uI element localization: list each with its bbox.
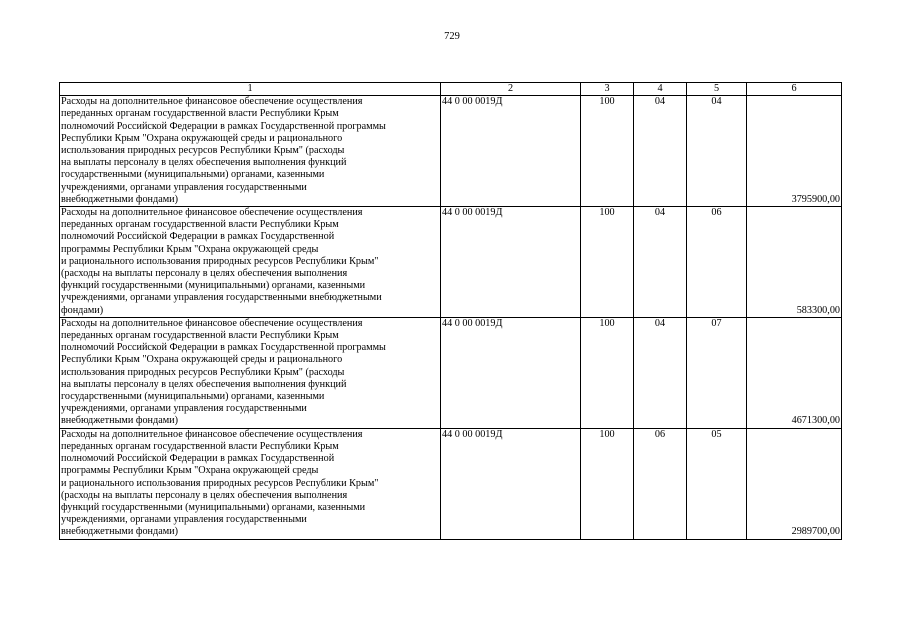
description-line: полномочий Российской Федерации в рамках Государственной	[61, 453, 335, 465]
expense-type-code: 100	[581, 317, 634, 428]
target-article-code: 44 0 00 0019Д	[441, 207, 581, 318]
header-col-6: 6	[747, 83, 842, 96]
description-line: учреждениями, органами управления государственными	[61, 514, 307, 526]
description-line: программы Республики Крым "Охрана окружающей среды	[61, 243, 319, 255]
description-line: и рационального использования природных ресурсов Республики Крым"	[61, 255, 379, 267]
description-line: государственными (муниципальными) органами, казенными	[61, 169, 325, 181]
description-line: переданных органам государственной власти Республики Крым	[61, 108, 339, 120]
description-line: Расходы на дополнительное финансовое обеспечение осуществления	[61, 428, 363, 440]
description-line: и рационального использования природных ресурсов Республики Крым"	[61, 477, 379, 489]
description-line: государственными (муниципальными) органами, казенными	[61, 391, 325, 403]
description-line: (расходы на выплаты персоналу в целях обеспечения выполнения	[61, 268, 348, 280]
expense-type-code: 100	[581, 207, 634, 318]
description-line: на выплаты персоналу в целях обеспечения выполнения функций	[61, 157, 347, 169]
description-line: функций государственными (муниципальными) органами, казенными	[61, 501, 366, 513]
header-col-1: 1	[60, 83, 441, 96]
amount-value: 4671300,00	[747, 317, 842, 428]
header-col-4: 4	[634, 83, 687, 96]
header-col-5: 5	[687, 83, 747, 96]
header-col-2: 2	[441, 83, 581, 96]
description-line: учреждениями, органами управления государственными внебюджетными	[61, 292, 382, 304]
description-line: программы Республики Крым "Охрана окружающей среды	[61, 465, 319, 477]
row-description	[60, 96, 441, 207]
section-code: 06	[634, 428, 687, 539]
expense-type-code: 100	[581, 96, 634, 207]
description-line: использования природных ресурсов Республики Крым" (расходы	[61, 145, 345, 157]
section-code: 04	[634, 96, 687, 207]
description-line: переданных органам государственной власти Республики Крым	[61, 440, 339, 452]
description-line: Расходы на дополнительное финансовое обеспечение осуществления	[61, 317, 363, 329]
amount-value: 2989700,00	[747, 428, 842, 539]
table-row	[60, 96, 842, 207]
expense-type-code: 100	[581, 428, 634, 539]
table-row	[60, 428, 842, 539]
subsection-code: 05	[687, 428, 747, 539]
description-line: внебюджетными фондами)	[61, 415, 179, 427]
row-description	[60, 428, 441, 539]
target-article-code: 44 0 00 0019Д	[441, 96, 581, 207]
description-line: внебюджетными фондами)	[61, 193, 179, 205]
description-line: Республики Крым "Охрана окружающей среды и рационального	[61, 354, 343, 366]
description-line: внебюджетными фондами)	[61, 526, 179, 538]
description-line: учреждениями, органами управления государственными	[61, 403, 307, 415]
description-line: фондами)	[61, 304, 104, 316]
description-line: полномочий Российской Федерации в рамках Государственной	[61, 231, 335, 243]
description-line: на выплаты персоналу в целях обеспечения выполнения функций	[61, 378, 347, 390]
header-col-3: 3	[581, 83, 634, 96]
table-row	[60, 207, 842, 318]
description-line: Расходы на дополнительное финансовое обеспечение осуществления	[61, 96, 363, 108]
row-description	[60, 317, 441, 428]
description-line: переданных органам государственной власти Республики Крым	[61, 330, 339, 342]
row-description	[60, 207, 441, 318]
subsection-code: 06	[687, 207, 747, 318]
description-line: Республики Крым "Охрана окружающей среды и рационального	[61, 132, 343, 144]
description-line: Расходы на дополнительное финансовое обеспечение осуществления	[61, 207, 363, 219]
description-line: полномочий Российской Федерации в рамках Государственной программы	[61, 120, 386, 132]
budget-table	[59, 82, 842, 540]
table-row	[60, 317, 842, 428]
amount-value: 583300,00	[747, 207, 842, 318]
subsection-code: 04	[687, 96, 747, 207]
description-line: полномочий Российской Федерации в рамках Государственной программы	[61, 342, 386, 354]
target-article-code: 44 0 00 0019Д	[441, 428, 581, 539]
section-code: 04	[634, 207, 687, 318]
amount-value: 3795900,00	[747, 96, 842, 207]
description-line: переданных органам государственной власти Республики Крым	[61, 219, 339, 231]
description-line: учреждениями, органами управления государственными	[61, 181, 307, 193]
description-line: (расходы на выплаты персоналу в целях обеспечения выполнения	[61, 489, 348, 501]
header-row	[60, 83, 842, 96]
subsection-code: 07	[687, 317, 747, 428]
target-article-code: 44 0 00 0019Д	[441, 317, 581, 428]
description-line: использования природных ресурсов Республики Крым" (расходы	[61, 366, 345, 378]
page-number: 729	[444, 31, 460, 42]
description-line: функций государственными (муниципальными) органами, казенными	[61, 280, 366, 292]
section-code: 04	[634, 317, 687, 428]
